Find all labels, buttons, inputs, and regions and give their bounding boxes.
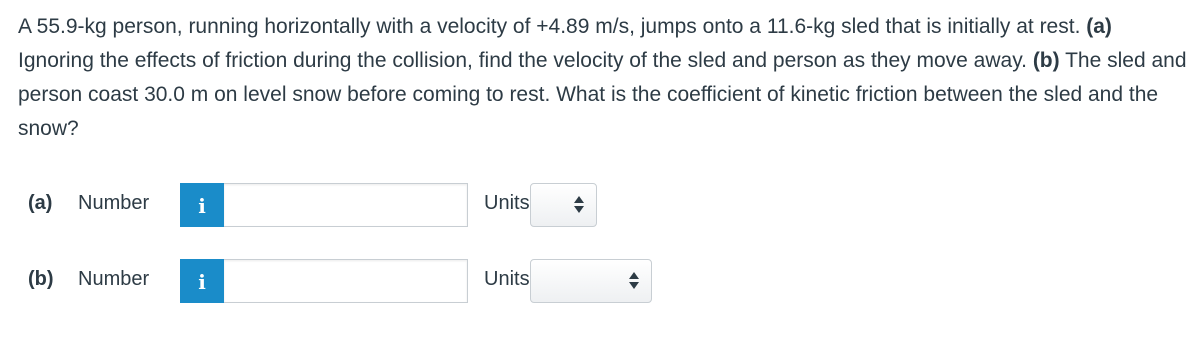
number-input-a[interactable] (224, 183, 468, 227)
number-input-b[interactable] (224, 259, 468, 303)
up-down-arrows-icon (629, 272, 639, 290)
units-select-b[interactable] (530, 259, 652, 303)
part-label-a: (a) (28, 192, 53, 214)
question-part3: The sled and person coast 30.0 m on level snow before coming to rest. What is the coefficient of kinetic friction between the sled and the snow? (18, 49, 1187, 140)
number-label-a: Number (78, 192, 150, 214)
part-label-b: (b) (28, 268, 54, 290)
question-part1: A 55.9-kg person, running horizontally with a velocity of +4.89 m/s, jumps onto a 11.6-kg sled that is initially at rest. (18, 15, 1087, 38)
question-part2: Ignoring the effects of friction during the collision, find the velocity of the sled and person as they move away. (18, 49, 1033, 72)
units-label-b: Units (484, 268, 530, 290)
number-label-b: Number (78, 268, 150, 290)
question-label-b: (b) (1032, 49, 1060, 72)
units-select-a[interactable] (530, 183, 597, 227)
info-icon[interactable]: i (180, 183, 224, 227)
info-icon[interactable]: i (180, 259, 224, 303)
units-label-a: Units (484, 192, 530, 214)
up-down-arrows-icon (574, 196, 584, 214)
question-text (18, 10, 1188, 146)
question-label-a: (a) (1086, 15, 1112, 38)
